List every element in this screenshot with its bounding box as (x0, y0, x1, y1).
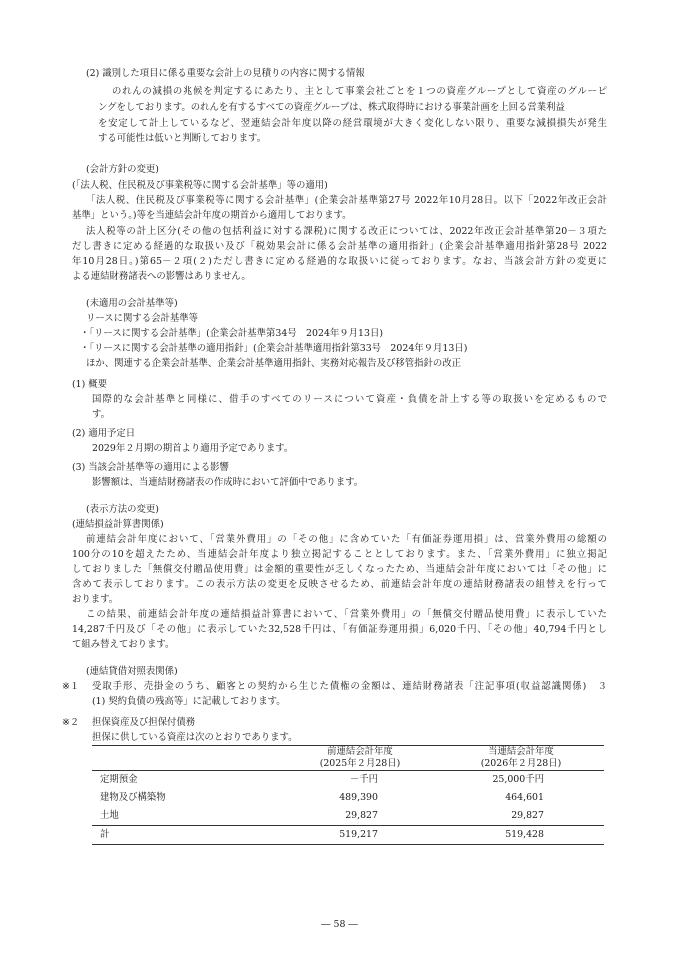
para-line: て組み替えております。 (72, 639, 175, 650)
collateral-table (92, 745, 604, 845)
para-line: よる連結財務諸表への影響はありません。 (72, 271, 251, 282)
para-line: だし書きに定める経過的な取扱い及び「税効果会計に係る会計基準の適用指針」(企業会計基準適用指針第28号 2022 (72, 241, 607, 252)
para-line: 前連結会計年度において、「営業外費用」の「その他」に含めていた「有価証券運用損」は、営業外費用の総額の (86, 534, 607, 545)
scheduled-date-text: 2029年２月期の期首より適用予定であります。 (92, 443, 294, 454)
note-1-mark: ※１ (62, 681, 80, 692)
table-row: 定期預金 －千円 25,000千円 (100, 774, 544, 785)
note-2-title: 担保資産及び担保付債務 (92, 717, 196, 728)
para-line: 「法人税、住民税及び事業税等に関する会計基準」(企業会計基準第27号 2022年10月28日。以下「2022年改正会計 (86, 195, 607, 206)
subheading-income-statement: (連結損益計算書関係) (72, 519, 164, 530)
para-line: 含めて表示しております。この表示方法の変更を反映させるため、前連結会計年度の連結財務諸表の組替えを行って (72, 579, 607, 590)
table-row: 土地 29,827 29,827 (100, 810, 544, 821)
para-line: 国際的な会計基準と同様に、借手のすべてのリースについて資産・負債を計上する等の取扱いを定めるもので (92, 394, 607, 405)
impact-heading: (3) 当該会計基準等の適用による影響 (72, 462, 229, 473)
page-number: ― 58 ― (321, 919, 358, 930)
para-line: しておりました「無償交付贈品使用費」は金額的重要性が乏しくなったため、当連結会計年度においては「その他」に (72, 564, 607, 575)
para-line: す。 (92, 409, 110, 420)
table-header-cell: 当連結会計年度 (2026年２月28日) (438, 746, 604, 771)
para-line: を安定して計上しているなど、翌連結会計年度以降の経営環境が大きく変化しない限り、重要な減損損失が発生 (98, 118, 607, 129)
section-2-heading: (2) 識別した項目に係る重要な会計上の見積りの内容に関する情報 (86, 68, 365, 79)
para-line: 100分の10を超えたため、当連結会計年度より独立掲記することとしております。また、「営業外費用」に独立掲記 (72, 549, 607, 560)
note-1-line: 受取手形、売掛金のうち、顧客との契約から生じた債権の金額は、連結財務諸表「注記事項(収益認識関係) ３ (92, 681, 607, 692)
note-1-line: (1) 契約負債の残高等」に記載しております。 (92, 696, 286, 707)
table-row: 建物及び構築物 489,390 464,601 (100, 792, 544, 803)
para-line: のれんの減損の兆候を判定するにあたり、主として事業会社ごとを１つの資産グループとして資産のグルーピ (112, 86, 607, 97)
para-line: 基準」という。)等を当連結会計年度の期首から適用しております。 (72, 210, 352, 221)
para-line: おります。 (72, 594, 119, 605)
table-row: 計 519,217 519,428 (92, 826, 604, 845)
heading-accounting-policy-change: (会計方針の変更) (86, 164, 159, 175)
heading-presentation-change: (表示方法の変更) (86, 504, 159, 515)
scheduled-date-heading: (2) 適用予定日 (72, 428, 136, 439)
heading-balance-sheet: (連結貸借対照表関係) (86, 666, 178, 677)
para-line: この結果、前連結会計年度の連結損益計算書において、「営業外費用」の「無償交付贈品使用費」に表示していた (86, 609, 607, 620)
subheading-tax-standard: (「法人税、住民税及び事業税等に関する会計基準」等の適用) (72, 180, 328, 191)
list-item: ・「リースに関する会計基準の適用指針」(企業会計基準適用指針第33号 2024年９月13日) (80, 343, 468, 354)
unapplied-intro: リースに関する会計基準等 (86, 313, 199, 324)
note-2-mark: ※２ (62, 717, 80, 728)
para-line: する可能性は低いと判断しております。 (98, 133, 267, 144)
para-line: ングをしております。のれんを有するすべての資産グループは、株式取得時における事業計画を上回る営業利益 (98, 102, 565, 113)
list-item: ・「リースに関する会計基準」(企業会計基準第34号 2024年９月13日) (80, 328, 383, 339)
para-line: 法人税等の計上区分(その他の包括利益に対する課税)に関する改正については、2022年改正会計基準第20－３項た (86, 226, 607, 237)
note-2-intro: 担保に供している資産は次のとおりであります。 (92, 732, 298, 743)
overview-heading: (1) 概要 (72, 379, 108, 390)
table-header-row (92, 746, 604, 771)
para-line: 14,287千円及び「その他」に表示していた32,528千円は、「有価証券運用損」6,020千円、「その他」40,794千円とし (72, 624, 607, 635)
impact-text: 影響額は、当連結財務諸表の作成時において評価中であります。 (92, 477, 364, 488)
unapplied-others: ほか、関連する企業会計基準、企業会計基準適用指針、実務対応報告及び移管指針の改正 (86, 358, 462, 369)
para-line: 年10月28日。)第65－２項(２)ただし書きに定める経過的な取扱いに従っております。なお、当該会計方針の変更に (72, 256, 607, 267)
table-header-cell: 前連結会計年度 (2025年２月28日) (282, 746, 438, 771)
table-header-cell (92, 746, 282, 771)
heading-unapplied-standards: (未適用の会計基準等) (86, 298, 178, 309)
